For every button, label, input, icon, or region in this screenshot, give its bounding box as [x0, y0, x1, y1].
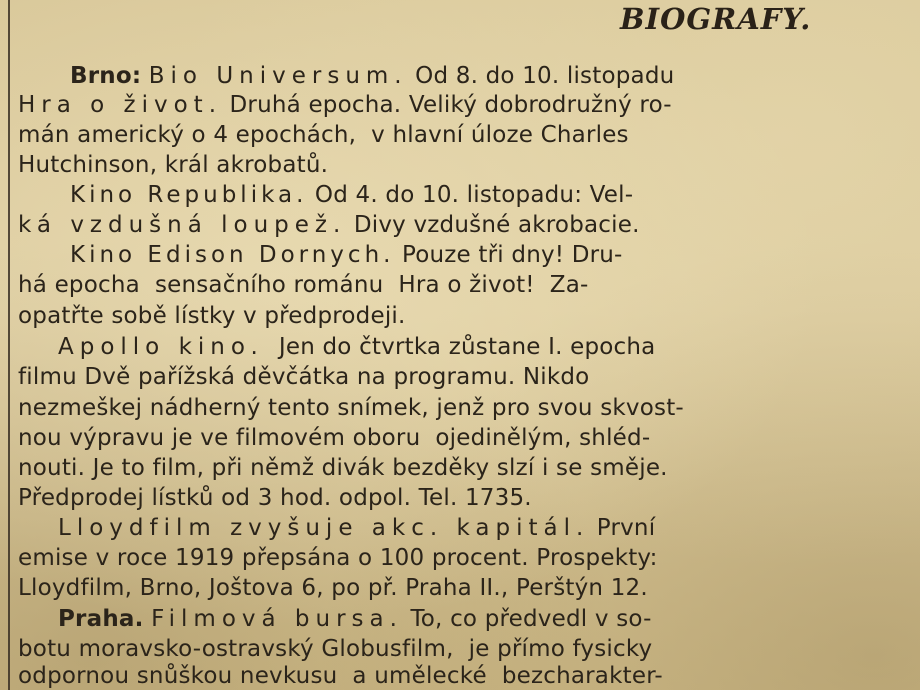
venue-name: Apollo kino. — [58, 334, 264, 360]
film-title: ká vzdušná loupež. — [18, 212, 347, 238]
text-line: Praha. Filmová bursa. To, co předvedl v so- — [58, 606, 652, 632]
text-line: botu moravsko-ostravský Globusfilm, je přímo fysicky — [18, 636, 653, 662]
venue-name: Kino Republika. — [70, 182, 308, 208]
text-line: nouti. Je to film, při němž divák bezděky slzí i se směje. — [18, 455, 668, 481]
text-line: emise v roce 1919 přepsána o 100 procent. Prospekty: — [18, 545, 658, 571]
text-line: ká vzdušná loupež. Divy vzdušné akrobacie. — [18, 212, 640, 238]
text-line: filmu Dvě pařížská děvčátka na programu. Nikdo — [18, 364, 590, 390]
text-line: Apollo kino. Jen do čtvrtka zůstane I. epocha — [58, 334, 656, 360]
text-line: há epocha sensačního románu Hra o život! Za- — [18, 272, 589, 298]
headline: Filmová bursa. — [151, 606, 403, 632]
section-heading: BIOGRAFY. — [620, 2, 812, 36]
text-line: Předprodej lístků od 3 hod. odpol. Tel. 1735. — [18, 485, 532, 511]
city-label: Praha. — [58, 606, 144, 632]
text-line: mán americký o 4 epochách, v hlavní úloze Charles — [18, 122, 629, 148]
text-line: nou výpravu je ve filmovém oboru ojedinělým, shléd- — [18, 425, 651, 451]
text-line: Kino Republika. Od 4. do 10. listopadu: Vel- — [70, 182, 634, 208]
text-line: opatřte sobě lístky v předprodeji. — [18, 303, 406, 329]
text-line: Lloydfilm, Brno, Joštova 6, po př. Praha II., Perštýn 12. — [18, 575, 648, 601]
text-line: Brno: Bio Universum. Od 8. do 10. listopadu — [70, 63, 675, 89]
city-label: Brno: — [70, 63, 142, 89]
text-line: Hra o život. Druhá epocha. Veliký dobrodružný ro- — [18, 92, 672, 118]
text-line: Hutchinson, král akrobatů. — [18, 152, 329, 178]
text-line: Kino Edison Dornych. Pouze tři dny! Dru- — [70, 242, 623, 268]
text-line: Lloydfilm zvyšuje akc. kapitál. První — [58, 515, 656, 541]
venue-name: Kino Edison Dornych. — [70, 242, 395, 268]
text-line: nezmeškej nádherný tento snímek, jenž pro svou skvost- — [18, 395, 684, 421]
headline: Lloydfilm zvyšuje akc. kapitál. — [58, 515, 590, 541]
film-title: Hra o život. — [18, 92, 223, 118]
venue-name: Bio Universum. — [148, 63, 408, 89]
text-line: odpornou snůškou nevkusu a umělecké bezcharakter- — [18, 663, 663, 689]
column-rule — [8, 0, 10, 690]
